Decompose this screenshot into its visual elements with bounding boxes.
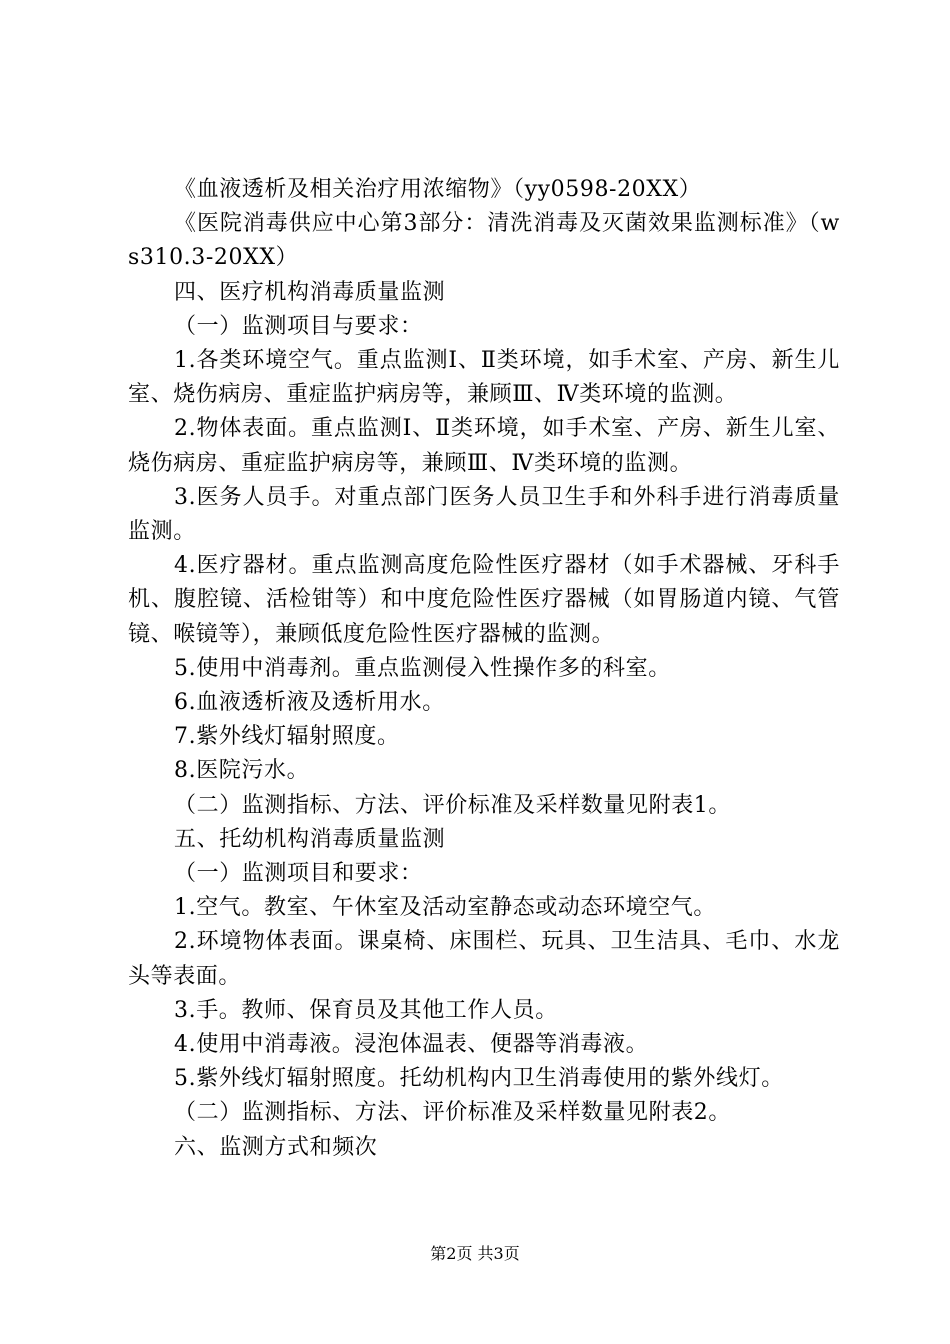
list-item: 5.紫外线灯辐射照度。托幼机构内卫生消毒使用的紫外线灯。: [174, 1066, 784, 1092]
paragraph-reference-1: 《血液透析及相关治疗用浓缩物》（yy0598-20XX）: [174, 177, 702, 202]
list-item: 2.环境物体表面。课桌椅、床围栏、玩具、卫生洁具、毛巾、水龙头等表面。: [128, 929, 840, 989]
list-item: 1.空气。教室、午休室及活动室静态或动态环境空气。: [174, 895, 716, 921]
list-item: 5.使用中消毒剂。重点监测侵入性操作多的科室。: [174, 655, 671, 681]
list-item: 2.物体表面。重点监测Ⅰ、Ⅱ类环境，如手术室、产房、新生儿室、烧伤病房、重症监护病房等，兼顾Ⅲ、Ⅳ类环境的监测。: [128, 416, 840, 476]
list-item: 3.医务人员手。对重点部门医务人员卫生手和外科手进行消毒质量监测。: [128, 484, 840, 545]
list-item: 4.使用中消毒液。浸泡体温表、便器等消毒液。: [174, 1032, 649, 1058]
subsection-heading: （一）监测项目和要求：: [174, 861, 423, 887]
list-item: 4.医疗器材。重点监测高度危险性医疗器材（如手术器械、牙科手机、腹腔镜、活检钳等）和中度危险性医疗器械（如胃肠道内镜、气管镜、喉镜等），兼顾低度危险性医疗器械的监测。: [128, 553, 840, 647]
paragraph-reference-2: 《医院消毒供应中心第3部分：清洗消毒及灭菌效果监测标准》（ws310.3-20XX）: [128, 211, 840, 271]
list-item: 7.紫外线灯辐射照度。: [174, 724, 400, 750]
list-item: 6.血液透析液及透析用水。: [174, 690, 445, 716]
list-item: 1.各类环境空气。重点监测Ⅰ、Ⅱ类环境，如手术室、产房、新生儿室、烧伤病房、重症监护病房等，兼顾Ⅲ、Ⅳ类环境的监测。: [128, 348, 840, 408]
document-body: [128, 173, 840, 1165]
subsection-heading: （二）监测指标、方法、评价标准及采样数量见附表2。: [174, 1100, 731, 1126]
subsection-heading: （二）监测指标、方法、评价标准及采样数量见附表1。: [174, 792, 731, 818]
page-number-footer: 第2页 共3页: [430, 1244, 520, 1263]
section-heading-4: 四、医疗机构消毒质量监测: [174, 279, 446, 305]
section-heading-6: 六、监测方式和频次: [174, 1134, 378, 1160]
list-item: 3.手。教师、保育员及其他工作人员。: [174, 997, 558, 1023]
section-heading-5: 五、托幼机构消毒质量监测: [174, 826, 446, 852]
list-item: 8.医院污水。: [174, 758, 310, 784]
subsection-heading: （一）监测项目与要求：: [174, 313, 423, 339]
